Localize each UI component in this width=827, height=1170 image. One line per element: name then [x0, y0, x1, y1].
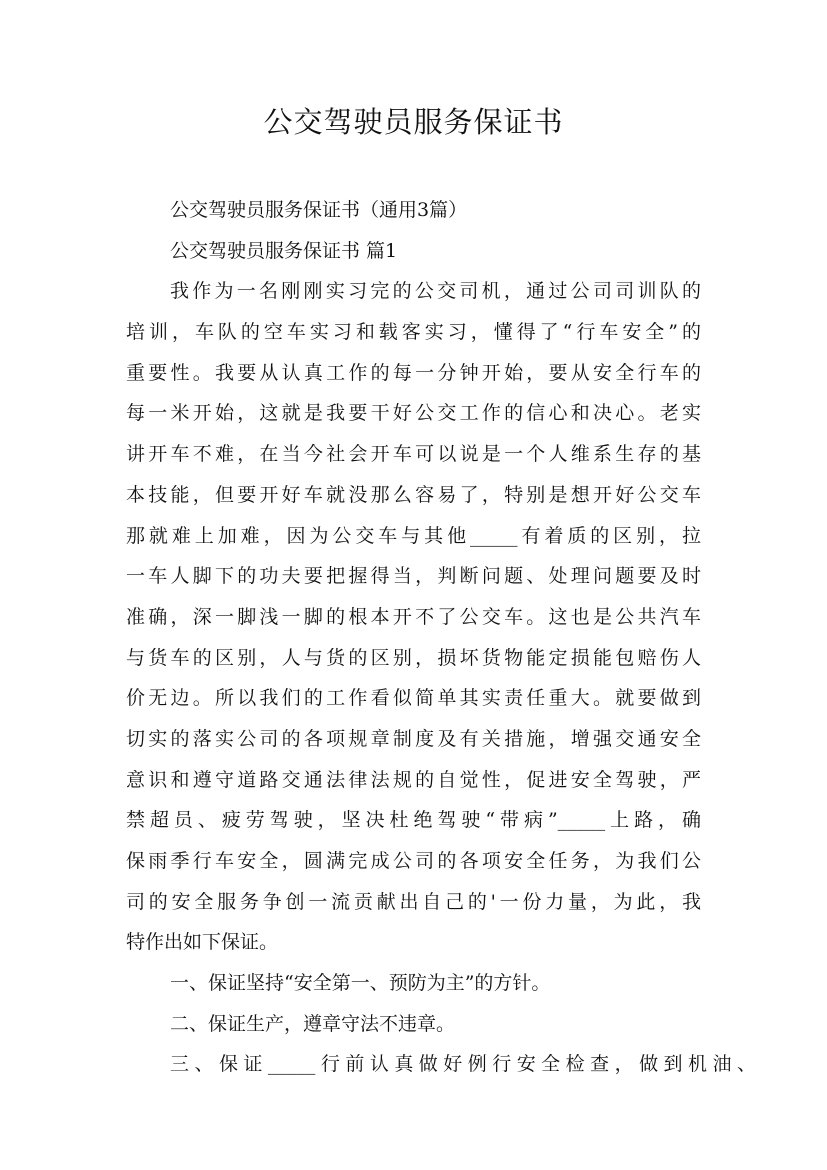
- paragraph-line: 一车人脚下的功夫要把握得当，判断问题、处理问题要及时: [126, 565, 701, 588]
- paragraph-line: 特作出如下保证。: [126, 931, 279, 954]
- pledge-item-2: 二、保证生产，遵章守法不违章。: [170, 1012, 456, 1035]
- paragraph-line: 讲开车不难，在当今社会开车可以说是一个人维系生存的基: [126, 443, 701, 466]
- paragraph-line: 重要性。我要从认真工作的每一分钟开始，要从安全行车的: [126, 361, 701, 384]
- paragraph-line: 与货车的区别，人与货的区别，损坏货物能定损能包赔伤人: [126, 646, 701, 669]
- paragraph-line: 保雨季行车安全，圆满完成公司的各项安全任务，为我们公: [126, 850, 701, 872]
- paragraph-line: 那就难上加难，因为公交车与其他_____有着质的区别，拉: [126, 524, 701, 547]
- document-body: [126, 190, 756, 1085]
- paragraph-line: 司的安全服务争创一流贡献出自己的'一份力量，为此，我: [126, 890, 701, 913]
- paragraph-line: 切实的落实公司的各项规章制度及有关措施，增强交通安全: [126, 727, 701, 750]
- section-heading: 公交驾驶员服务保证书 篇1: [170, 239, 398, 262]
- subtitle-line: 公交驾驶员服务保证书（通用3篇）: [170, 199, 468, 221]
- paragraph-line: 培训，车队的空车实习和载客实习，懂得了“行车安全”的: [126, 321, 701, 344]
- pledge-item-1: 一、保证坚持“安全第一、预防为主”的方针。: [170, 972, 551, 995]
- paragraph-line: 每一米开始，这就是我要干好公交工作的信心和决心。老实: [126, 402, 701, 425]
- paragraph-line: 本技能，但要开好车就没那么容易了，特别是想开好公交车: [126, 483, 701, 506]
- paragraph-line: 准确，深一脚浅一脚的根本开不了公交车。这也是公共汽车: [126, 605, 701, 628]
- paragraph-line: 我作为一名刚刚实习完的公交司机，通过公司司训队的: [170, 280, 701, 303]
- paragraph-line: 价无边。所以我们的工作看似简单其实责任重大。就要做到: [126, 687, 701, 710]
- paragraph-line: 禁超员、疲劳驾驶，坚决杜绝驾驶“带病”_____上路，确: [126, 809, 701, 832]
- paragraph-line: 意识和遵守道路交通法律法规的自觉性，促进安全驾驶，严: [126, 768, 701, 791]
- pledge-item-3: 三、保证_____行前认真做好例行安全检查，做到机油、: [170, 1053, 756, 1076]
- document-title: 公交驾驶员服务保证书: [263, 105, 564, 139]
